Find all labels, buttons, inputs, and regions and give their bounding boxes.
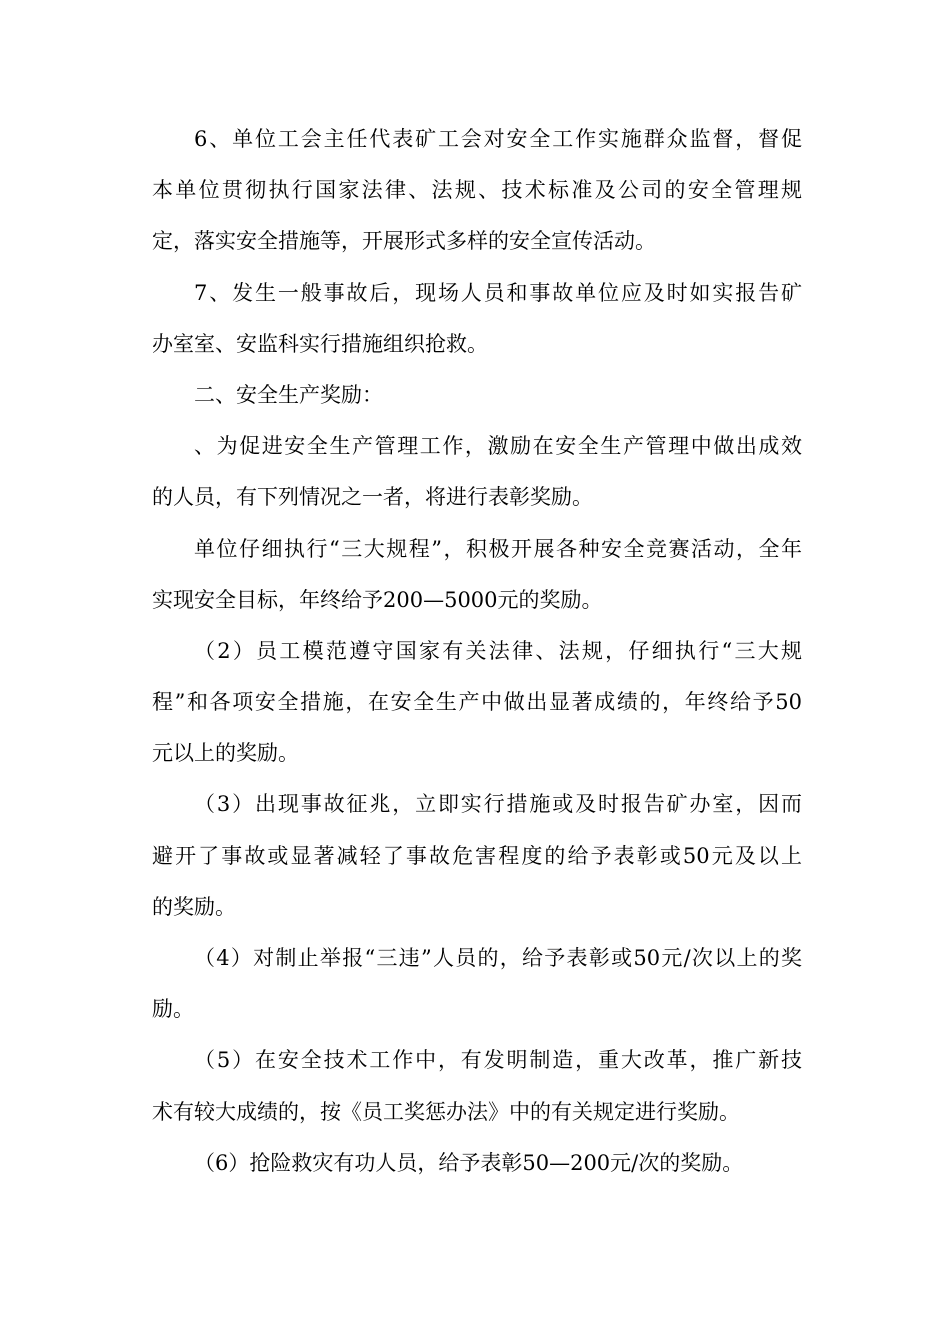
section-heading: 二、安全生产奖励： [194,382,383,407]
text-line: （4）对制止举报“三违”人员的，给予表彰或50元/次以上的奖 [194,946,802,970]
text-line: 的奖励。 [152,894,236,919]
text-line: （6）抢险救灾有功人员，给予表彰50—200元/次的奖励。 [194,1150,744,1175]
text-line: 办室室、安监科实行措施组织抢救。 [152,331,488,356]
text-line: 程”和各项安全措施，在安全生产中做出显著成绩的，年终给予50 [152,690,802,715]
text-line: 6、单位工会主任代表矿工会对安全工作实施群众监督，督促 [194,127,802,151]
text-line: 术有较大成绩的，按《员工奖惩办法》中的有关规定进行奖励。 [152,1099,740,1124]
text-line: 定，落实安全措施等，开展形式多样的安全宣传活动。 [152,229,656,254]
text-line: 的人员，有下列情况之一者，将进行表彰奖励。 [152,485,593,510]
text-line: （2）员工模范遵守国家有关法律、法规，仔细执行“三大规 [194,638,802,663]
document-body [152,114,802,1189]
text-line: （3）出现事故征兆，立即实行措施或及时报告矿办室，因而 [194,792,802,817]
text-line: 7、发生一般事故后，现场人员和事故单位应及时如实报告矿 [194,280,802,305]
text-line: 实现安全目标，年终给予200—5000元的奖励。 [152,587,603,612]
text-line: 励。 [152,997,194,1022]
text-line: 避开了事故或显著减轻了事故危害程度的给予表彰或50元及以上 [152,843,802,868]
text-line: （5）在安全技术工作中，有发明制造，重大改革，推广新技 [194,1048,802,1073]
text-line: 、为促进安全生产管理工作，激励在安全生产管理中做出成效 [194,434,802,459]
text-line: 单位仔细执行“三大规程”，积极开展各种安全竞赛活动，全年 [194,536,802,561]
text-line: 元以上的奖励。 [152,741,299,766]
text-line: 本单位贯彻执行国家法律、法规、技术标准及公司的安全管理规 [152,178,802,203]
